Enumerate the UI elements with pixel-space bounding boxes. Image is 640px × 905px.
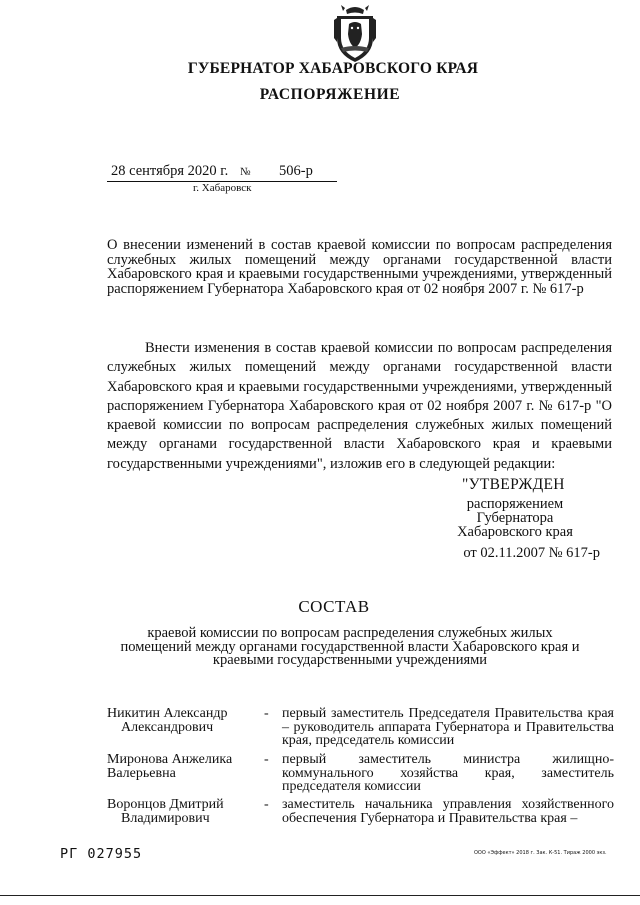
member-role: первый заместитель Председателя Правительства края – руководитель аппарата Губернатора и Правительства края, председатель комиссии — [282, 706, 614, 748]
member-row: Никитин Александр Александрович - первый заместитель Председателя Правительства края – руководитель аппарата Губернатора и Правительства края, председатель комиссии — [107, 706, 614, 748]
printer-imprint: ООО «Эффект» 2018 г. Зак. К-51. Тираж 2000 экз. — [474, 850, 607, 856]
coat-of-arms-icon — [331, 4, 379, 64]
approval-stamp — [440, 476, 600, 562]
document-place: г. Хабаровск — [193, 182, 252, 194]
approved-line2: Губернатора — [476, 510, 554, 526]
member-row: Миронова Анжелика Валерьевна - первый заместитель министра жилищно-коммунального хозяйства края, заместитель председателя комиссии — [107, 752, 614, 794]
date-number-line — [107, 163, 337, 182]
bottom-edge-line — [0, 895, 640, 896]
document-number: 506-р — [279, 163, 313, 179]
document-type: РАСПОРЯЖЕНИЕ — [259, 86, 401, 103]
member-name: Миронова Анжелика Валерьевна — [107, 752, 233, 781]
authority-title: ГУБЕРНАТОР ХАБАРОВСКОГО КРАЯ — [187, 60, 479, 77]
form-serial-number: РГ 027955 — [60, 846, 143, 862]
member-row: Воронцов Дмитрий Владимирович - заместитель начальника управления хозяйственного обеспечения Губернатора и Правительства края – — [107, 797, 614, 826]
number-label: № — [240, 166, 251, 178]
body-paragraph: Внести изменения в состав краевой комиссии по вопросам распределения служебных жилых помещений между органами государственной власти Хабаровского края и краевыми государственными учреждениями, утвержденный распоряжением Губернатора Хабаровского края от 02 ноября 2007 г. № 617-р "О краевой комиссии по вопросам распределения служебных жилых помещений между органами государственной власти Хабаровского края и краевыми государственными учреждениями", изложив его в следующей редакции: — [107, 340, 612, 472]
approved-line4: от 02.11.2007 № 617-р — [463, 545, 600, 561]
approved-line1: распоряжением — [466, 496, 564, 512]
document-date: 28 сентября 2020 г. — [111, 163, 229, 179]
member-name: Никитин Александр Александрович — [107, 706, 228, 735]
member-name: Воронцов Дмитрий Владимирович — [107, 797, 224, 826]
composition-title: СОСТАВ — [298, 597, 370, 616]
member-role: заместитель начальника управления хозяйственного обеспечения Губернатора и Правительства края – — [282, 797, 614, 826]
document-subject: О внесении изменений в состав краевой комиссии по вопросам распределения служебных жилых помещений между органами государственной власти Хабаровского края и краевыми государственными учреждениями, утвержденный распоряжением Губернатора Хабаровского края от 02 ноября 2007 г. № 617-р — [107, 237, 612, 297]
composition-subtitle: краевой комиссии по вопросам распределения служебных жилых помещений между органами государственной власти Хабаровского края и краевыми государственными учреждениями — [120, 625, 580, 668]
approved-title: "УТВЕРЖДЕН — [462, 476, 565, 493]
approved-line3: Хабаровского края — [457, 524, 573, 540]
member-role: первый заместитель министра жилищно-коммунального хозяйства края, заместитель председателя комиссии — [282, 752, 614, 794]
